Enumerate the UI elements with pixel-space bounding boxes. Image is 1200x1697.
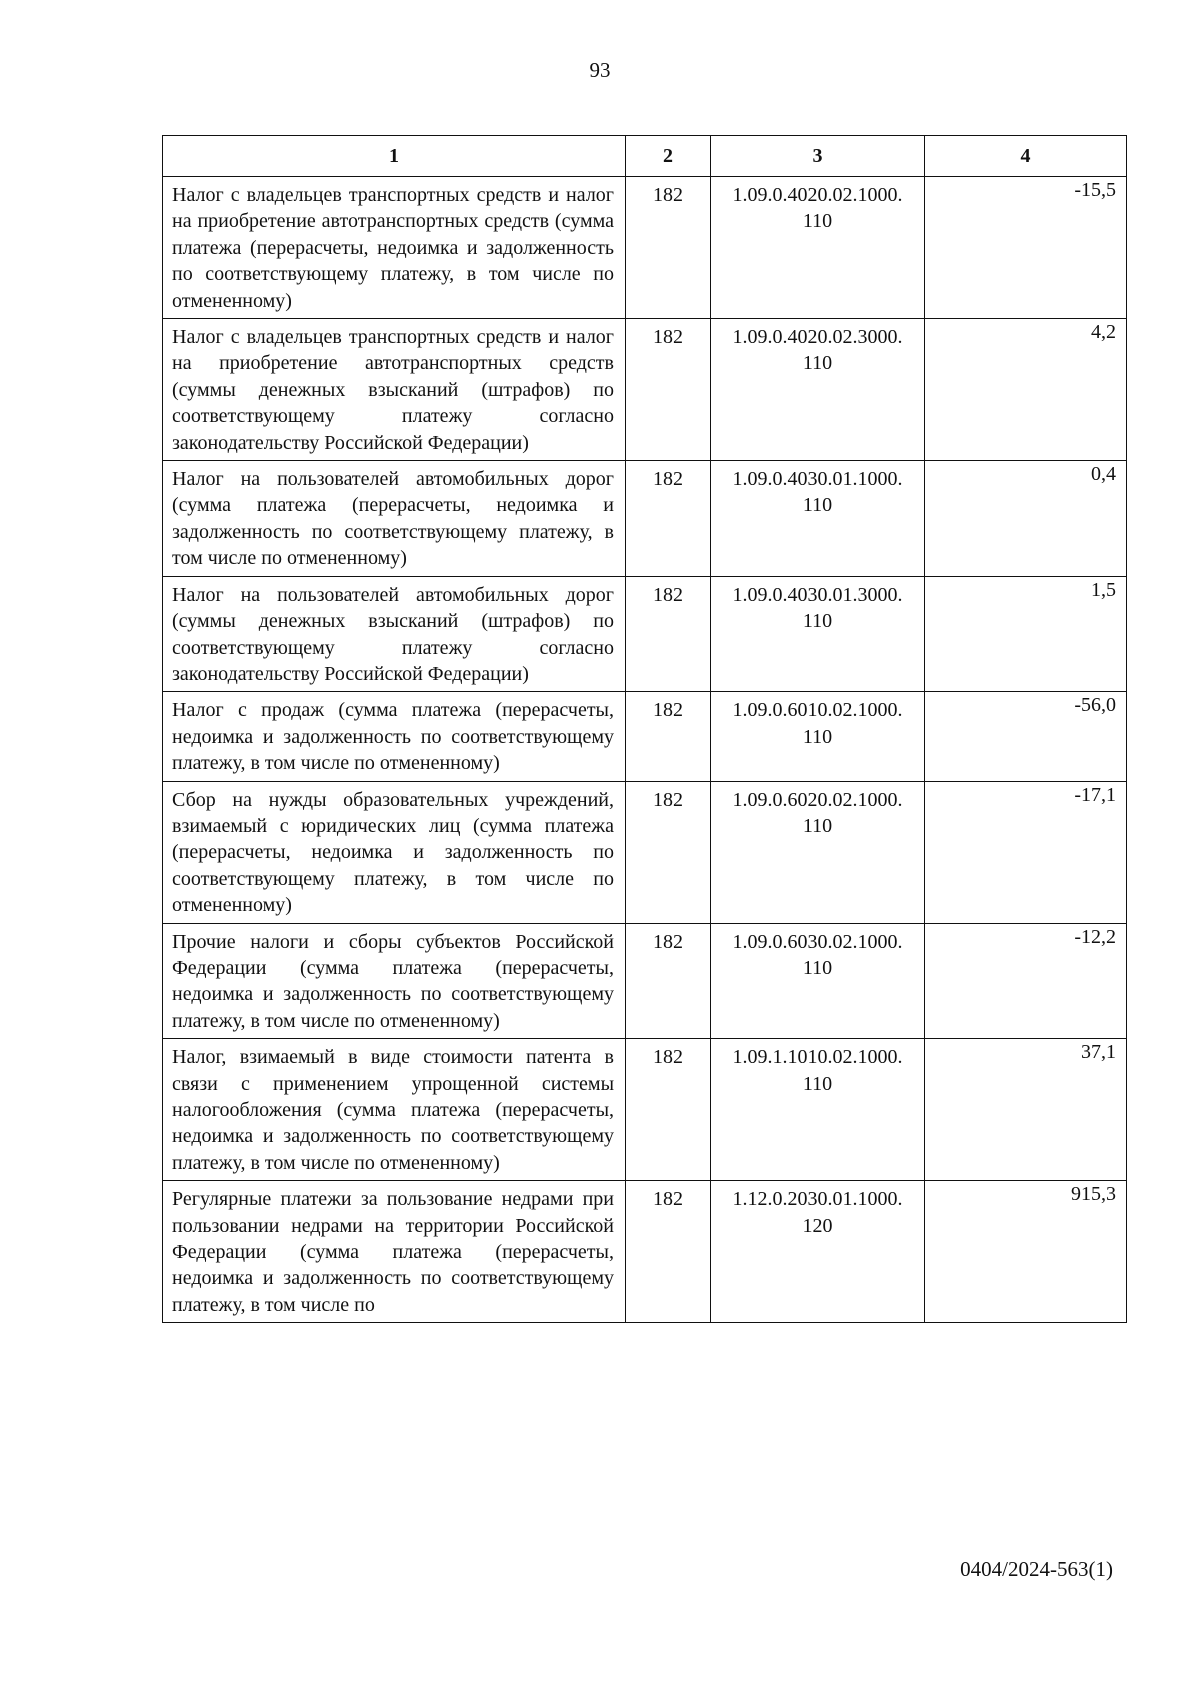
row-description: Сбор на нужды образовательных учреждений, взимаемый с юридических лиц (сумма платежа (перерасчеты, недоимка и задолженность по соответствующему платежу, в том числе по отмененному) <box>163 781 626 923</box>
budget-code-suffix: 110 <box>802 210 833 233</box>
row-amount: 4,2 <box>925 319 1127 461</box>
budget-code-part: 1.09.0.6010.02.1000. <box>732 699 903 722</box>
budget-code-part: 1.09.0.4020.02.1000. <box>732 184 903 206</box>
table-row <box>163 177 1127 319</box>
row-budget-code <box>711 576 925 692</box>
row-amount: 1,5 <box>925 576 1127 692</box>
row-description: Налог, взимаемый в виде стоимости патента в связи с применением упрощенной системы налогообложения (сумма платежа (перерасчеты, недоимка и задолженность по соответствующему платежу, в том числе по отмененному) <box>163 1039 626 1181</box>
budget-code-suffix: 110 <box>802 956 833 979</box>
column-header-1: 1 <box>163 136 626 177</box>
table-row <box>163 781 1127 923</box>
table-row <box>163 1181 1127 1323</box>
row-amount: -15,5 <box>925 177 1127 319</box>
table-row <box>163 576 1127 692</box>
budget-code-suffix: 110 <box>802 814 833 837</box>
budget-code-part: 1.09.0.4020.02.3000. <box>732 326 903 349</box>
row-budget-code <box>711 461 925 577</box>
row-budget-code <box>711 781 925 923</box>
table-row <box>163 461 1127 577</box>
row-amount: 37,1 <box>925 1039 1127 1181</box>
budget-code-part: 1.09.0.4030.01.1000. <box>732 468 903 491</box>
page-number: 93 <box>589 58 611 82</box>
row-description: Налог на пользователей автомобильных дорог (сумма платежа (перерасчеты, недоимка и задолженность по соответствующему платежу, в том числе по отмененному) <box>163 461 626 577</box>
row-admin-code: 182 <box>626 461 711 577</box>
row-budget-code <box>711 692 925 781</box>
row-description: Налог с владельцев транспортных средств и налог на приобретение автотранспортных средств (сумма платежа (перерасчеты, недоимка и задолженность по соответствующему платежу, в том числе по отмененному) <box>163 177 626 319</box>
table-row <box>163 692 1127 781</box>
row-admin-code: 182 <box>626 319 711 461</box>
row-budget-code <box>711 1039 925 1181</box>
row-admin-code: 182 <box>626 1181 711 1323</box>
row-description: Регулярные платежи за пользование недрами при пользовании недрами на территории Российской Федерации (сумма платежа (перерасчеты, недоимка и задолженность по соответствующему платежу, в том числе по <box>163 1181 626 1323</box>
column-header-2: 2 <box>626 136 711 177</box>
row-admin-code: 182 <box>626 781 711 923</box>
row-description: Налог с владельцев транспортных средств и налог на приобретение автотранспортных средств (суммы денежных взысканий (штрафов) по соответствующему платежу согласно законодательству Российской Федерации) <box>163 319 626 461</box>
row-budget-code <box>711 177 925 319</box>
budget-code-part: 1.09.0.6030.02.1000. <box>732 930 903 953</box>
row-description: Прочие налоги и сборы субъектов Российской Федерации (сумма платежа (перерасчеты, недоимка и задолженность по соответствующему платежу, в том числе по отмененному) <box>163 923 626 1039</box>
row-amount: -56,0 <box>925 692 1127 781</box>
row-description: Налог на пользователей автомобильных дорог (суммы денежных взысканий (штрафов) по соответствующему платежу согласно законодательству Российской Федерации) <box>163 576 626 692</box>
budget-code-suffix: 110 <box>802 494 833 517</box>
row-admin-code: 182 <box>626 576 711 692</box>
table-row <box>163 1039 1127 1181</box>
table-row <box>163 319 1127 461</box>
row-amount: -12,2 <box>925 923 1127 1039</box>
row-amount: -17,1 <box>925 781 1127 923</box>
budget-code-suffix: 120 <box>802 1214 833 1237</box>
budget-code-part: 1.09.1.1010.02.1000. <box>732 1046 903 1069</box>
row-description: Налог с продаж (сумма платежа (перерасчеты, недоимка и задолженность по соответствующему платежу, в том числе по отмененному) <box>163 692 626 781</box>
row-budget-code <box>711 1181 925 1323</box>
budget-code-suffix: 110 <box>802 610 833 633</box>
row-admin-code: 182 <box>626 692 711 781</box>
row-amount: 0,4 <box>925 461 1127 577</box>
budget-code-part: 1.09.0.4030.01.3000. <box>732 583 903 606</box>
table-header-row <box>163 136 1127 177</box>
table-row <box>163 923 1127 1039</box>
column-header-3: 3 <box>711 136 925 177</box>
row-admin-code: 182 <box>626 177 711 319</box>
budget-code-suffix: 110 <box>802 352 833 375</box>
budget-code-suffix: 110 <box>802 1072 833 1095</box>
row-admin-code: 182 <box>626 1039 711 1181</box>
document-id: 0404/2024-563(1) <box>960 1557 1113 1581</box>
budget-table <box>162 135 1127 1323</box>
budget-code-suffix: 110 <box>802 725 833 748</box>
row-admin-code: 182 <box>626 923 711 1039</box>
row-budget-code <box>711 923 925 1039</box>
column-header-4: 4 <box>925 136 1127 177</box>
row-amount: 915,3 <box>925 1181 1127 1323</box>
budget-code-part: 1.09.0.6020.02.1000. <box>732 788 903 811</box>
budget-code-part: 1.12.0.2030.01.1000. <box>732 1188 903 1211</box>
row-budget-code <box>711 319 925 461</box>
